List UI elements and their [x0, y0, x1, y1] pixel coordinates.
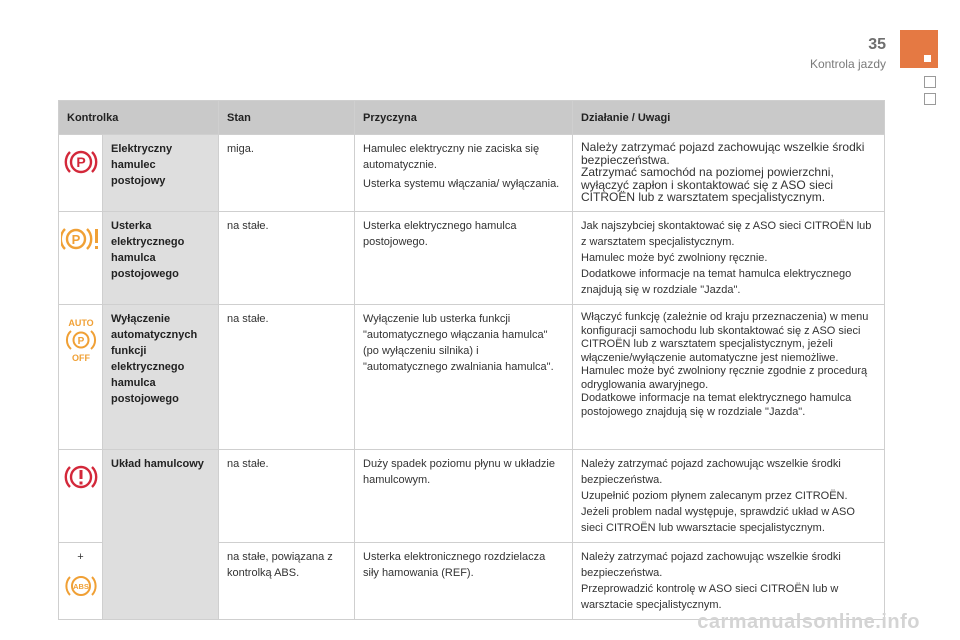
side-box-1: [924, 76, 936, 88]
svg-text:P: P: [77, 336, 84, 347]
action-text: Włączyć funkcję (zależnie od kraju przeznaczenia) w menu konfiguracji samochodu lub skontaktować się z ASO sieci CITROËN lub z warsztatem specjalistycznym, jeżeli włączenie/wyłączenie automatyczne jest niemożliwe. Hamulec może być zwolniony ręcznie zgodnie z procedurą odryglowania awaryjnego. Dodatkowe informacje na temat elektrycznego hamulca postojowego znajdują się w rozdziale "Jazda".: [573, 305, 885, 450]
action-cell: [573, 543, 885, 620]
action-text: Jeżeli problem nadal występuje, sprawdzić układ w ASO sieci CITROËN lub wwarsztacie specjalistycznym.: [581, 506, 855, 534]
table-header-row: [59, 101, 885, 135]
action-text: Hamulec może być zwolniony ręcznie.: [581, 252, 768, 264]
column-header-dzialanie: Działanie / Uwagi: [573, 101, 885, 135]
abs-icon: [64, 573, 98, 599]
cause-text: Usterka systemu włączania/ wyłączania.: [363, 178, 560, 190]
cause-text: Hamulec elektryczny nie zaciska się automatycznie.: [363, 143, 540, 171]
state-text: na stałe.: [219, 305, 355, 450]
brake-system-red-icon: [64, 462, 98, 492]
action-text: Należy zatrzymać pojazd zachowując wszelkie środki bezpieczeństwa.: [581, 551, 841, 579]
cause-text: Wyłączenie lub usterka funkcji "automatycznego włączania hamulca" (po wyłączeniu silnika) i "automatycznego zwalniania hamulca".: [363, 313, 554, 373]
cause-cell: [355, 135, 573, 212]
icon-cell: [59, 450, 103, 543]
state-text: miga.: [219, 135, 355, 212]
cause-cell: [355, 305, 573, 450]
action-text: Przeprowadzić kontrolę w ASO sieci CITROËN lub w warsztacie specjalistycznym.: [581, 583, 839, 611]
action-text: Jak najszybciej skontaktować się z ASO sieci CITROËN lub z warsztatem specjalistycznym.: [581, 220, 872, 248]
parking-brake-red-icon: [64, 147, 98, 177]
cause-cell: [355, 543, 573, 620]
cause-text: Duży spadek poziomu płynu w układzie hamulcowym.: [363, 458, 555, 486]
cause-text: Usterka elektronicznego rozdzielacza siły hamowania (REF).: [363, 551, 546, 579]
action-text: Należy zatrzymać pojazd zachowując wszelkie środki bezpieczeństwa. Zatrzymać samochód na poziomej powierzchni, wyłączyć zapłon i skontaktować się z ASO sieci CITROËN lub z warsztatem specjalistycznym.: [573, 135, 885, 212]
icon-label-auto: AUTO: [67, 318, 94, 328]
table-row: [59, 135, 885, 212]
warning-name: Usterka elektrycznego hamulca postojowego: [103, 212, 219, 305]
column-header-kontrolka: Kontrolka: [59, 101, 219, 135]
cause-cell: [355, 450, 573, 543]
side-box-2: [924, 93, 936, 105]
warning-name: Układ hamulcowy: [103, 450, 219, 620]
cause-cell: [355, 212, 573, 305]
section-title: Kontrola jazdy: [809, 57, 886, 71]
warning-name: Wyłączenie automatycznych funkcji elektrycznego hamulca postojowego: [103, 305, 219, 450]
table-row: [59, 450, 885, 543]
column-header-przyczyna: Przyczyna: [355, 101, 573, 135]
svg-text:P: P: [71, 232, 80, 247]
icon-cell: [59, 212, 103, 305]
chapter-tab-marker: [924, 55, 931, 62]
table-row: [59, 305, 885, 450]
warning-lights-table: [58, 100, 885, 620]
svg-text:P: P: [75, 154, 86, 170]
cause-text: Usterka elektrycznego hamulca postojowego.: [363, 220, 517, 248]
action-text: Należy zatrzymać pojazd zachowując wszelkie środki bezpieczeństwa.: [581, 458, 841, 486]
action-text: Uzupełnić poziom płynem zalecanym przez CITROËN.: [581, 490, 848, 502]
icon-cell: [59, 305, 103, 450]
table-row: [59, 212, 885, 305]
column-header-stan: Stan: [219, 101, 355, 135]
parking-brake-fault-orange-icon: [61, 224, 101, 254]
state-text: na stałe, powiązana z kontrolką ABS.: [219, 543, 355, 620]
icon-cell: [59, 543, 103, 620]
state-text: na stałe.: [219, 212, 355, 305]
action-cell: [573, 450, 885, 543]
warning-name: Elektryczny hamulec postojowy: [103, 135, 219, 212]
icon-cell: [59, 135, 103, 212]
plus-sign: +: [77, 551, 84, 563]
page-number: 35: [868, 36, 886, 53]
action-text: Dodatkowe informacje na temat hamulca elektrycznego znajdują się w rozdziale "Jazda".: [581, 268, 852, 296]
auto-parking-off-icon: [64, 317, 98, 363]
abs-icon-label: ABS: [72, 582, 89, 591]
action-cell: [573, 212, 885, 305]
chapter-tab: [900, 30, 938, 68]
state-text: na stałe.: [219, 450, 355, 543]
watermark: carmanualsonline.info: [697, 611, 920, 633]
icon-label-off: OFF: [71, 353, 90, 363]
